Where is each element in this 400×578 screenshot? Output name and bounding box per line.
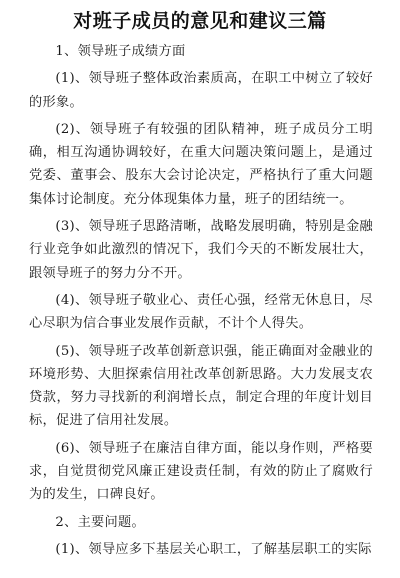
- document-title: 对班子成员的意见和建议三篇: [73, 10, 327, 32]
- paragraph-item-6: (6)、领导班子在廉洁自律方面，能以身作则，严格要求，自觉贯彻党风廉正建设责任制，有效的防止了腐败行为的发生，口碑良好。: [29, 440, 373, 503]
- document-body: [29, 40, 373, 565]
- section-heading-achievements: 1、领导班子成绩方面: [55, 44, 186, 59]
- paragraph-problem-1: (1)、领导应多下基层关心职工，了解基层职工的实际: [55, 541, 372, 557]
- paragraph-item-2: (2)、领导班子有较强的团队精神，班子成员分工明确，相互沟通协调较好，在重大问题决策问题上，是通过党委、董事会、股东大会讨论决定，严格执行了重大问题集体讨论制度。充分体现集体力量，班子的团结统一。: [29, 121, 373, 207]
- section-heading-problems: 2、主要问题。: [55, 514, 146, 530]
- paragraph-item-1: (1)、领导班子整体政治素质高，在职工中树立了较好的形象。: [29, 71, 373, 110]
- paragraph-item-5: (5)、领导班子改革创新意识强，能正确面对金融业的环境形势、大胆探索信用社改革创新思路。大力发展支农贷款，努力寻找新的利润增长点，制定合理的年度计划目标，促进了信用社发展。: [29, 343, 373, 429]
- paragraph-item-3: (3)、领导班子思路清晰，战略发展明确，特别是金融行业竞争如此激烈的情况下，我们今天的不断发展壮大，跟领导班子的努力分不开。: [29, 219, 373, 281]
- paragraph-item-4: (4)、领导班子敬业心、责任心强，经常无休息日，尽心尽职为信合事业发展作贡献，不计个人得失。: [29, 292, 373, 332]
